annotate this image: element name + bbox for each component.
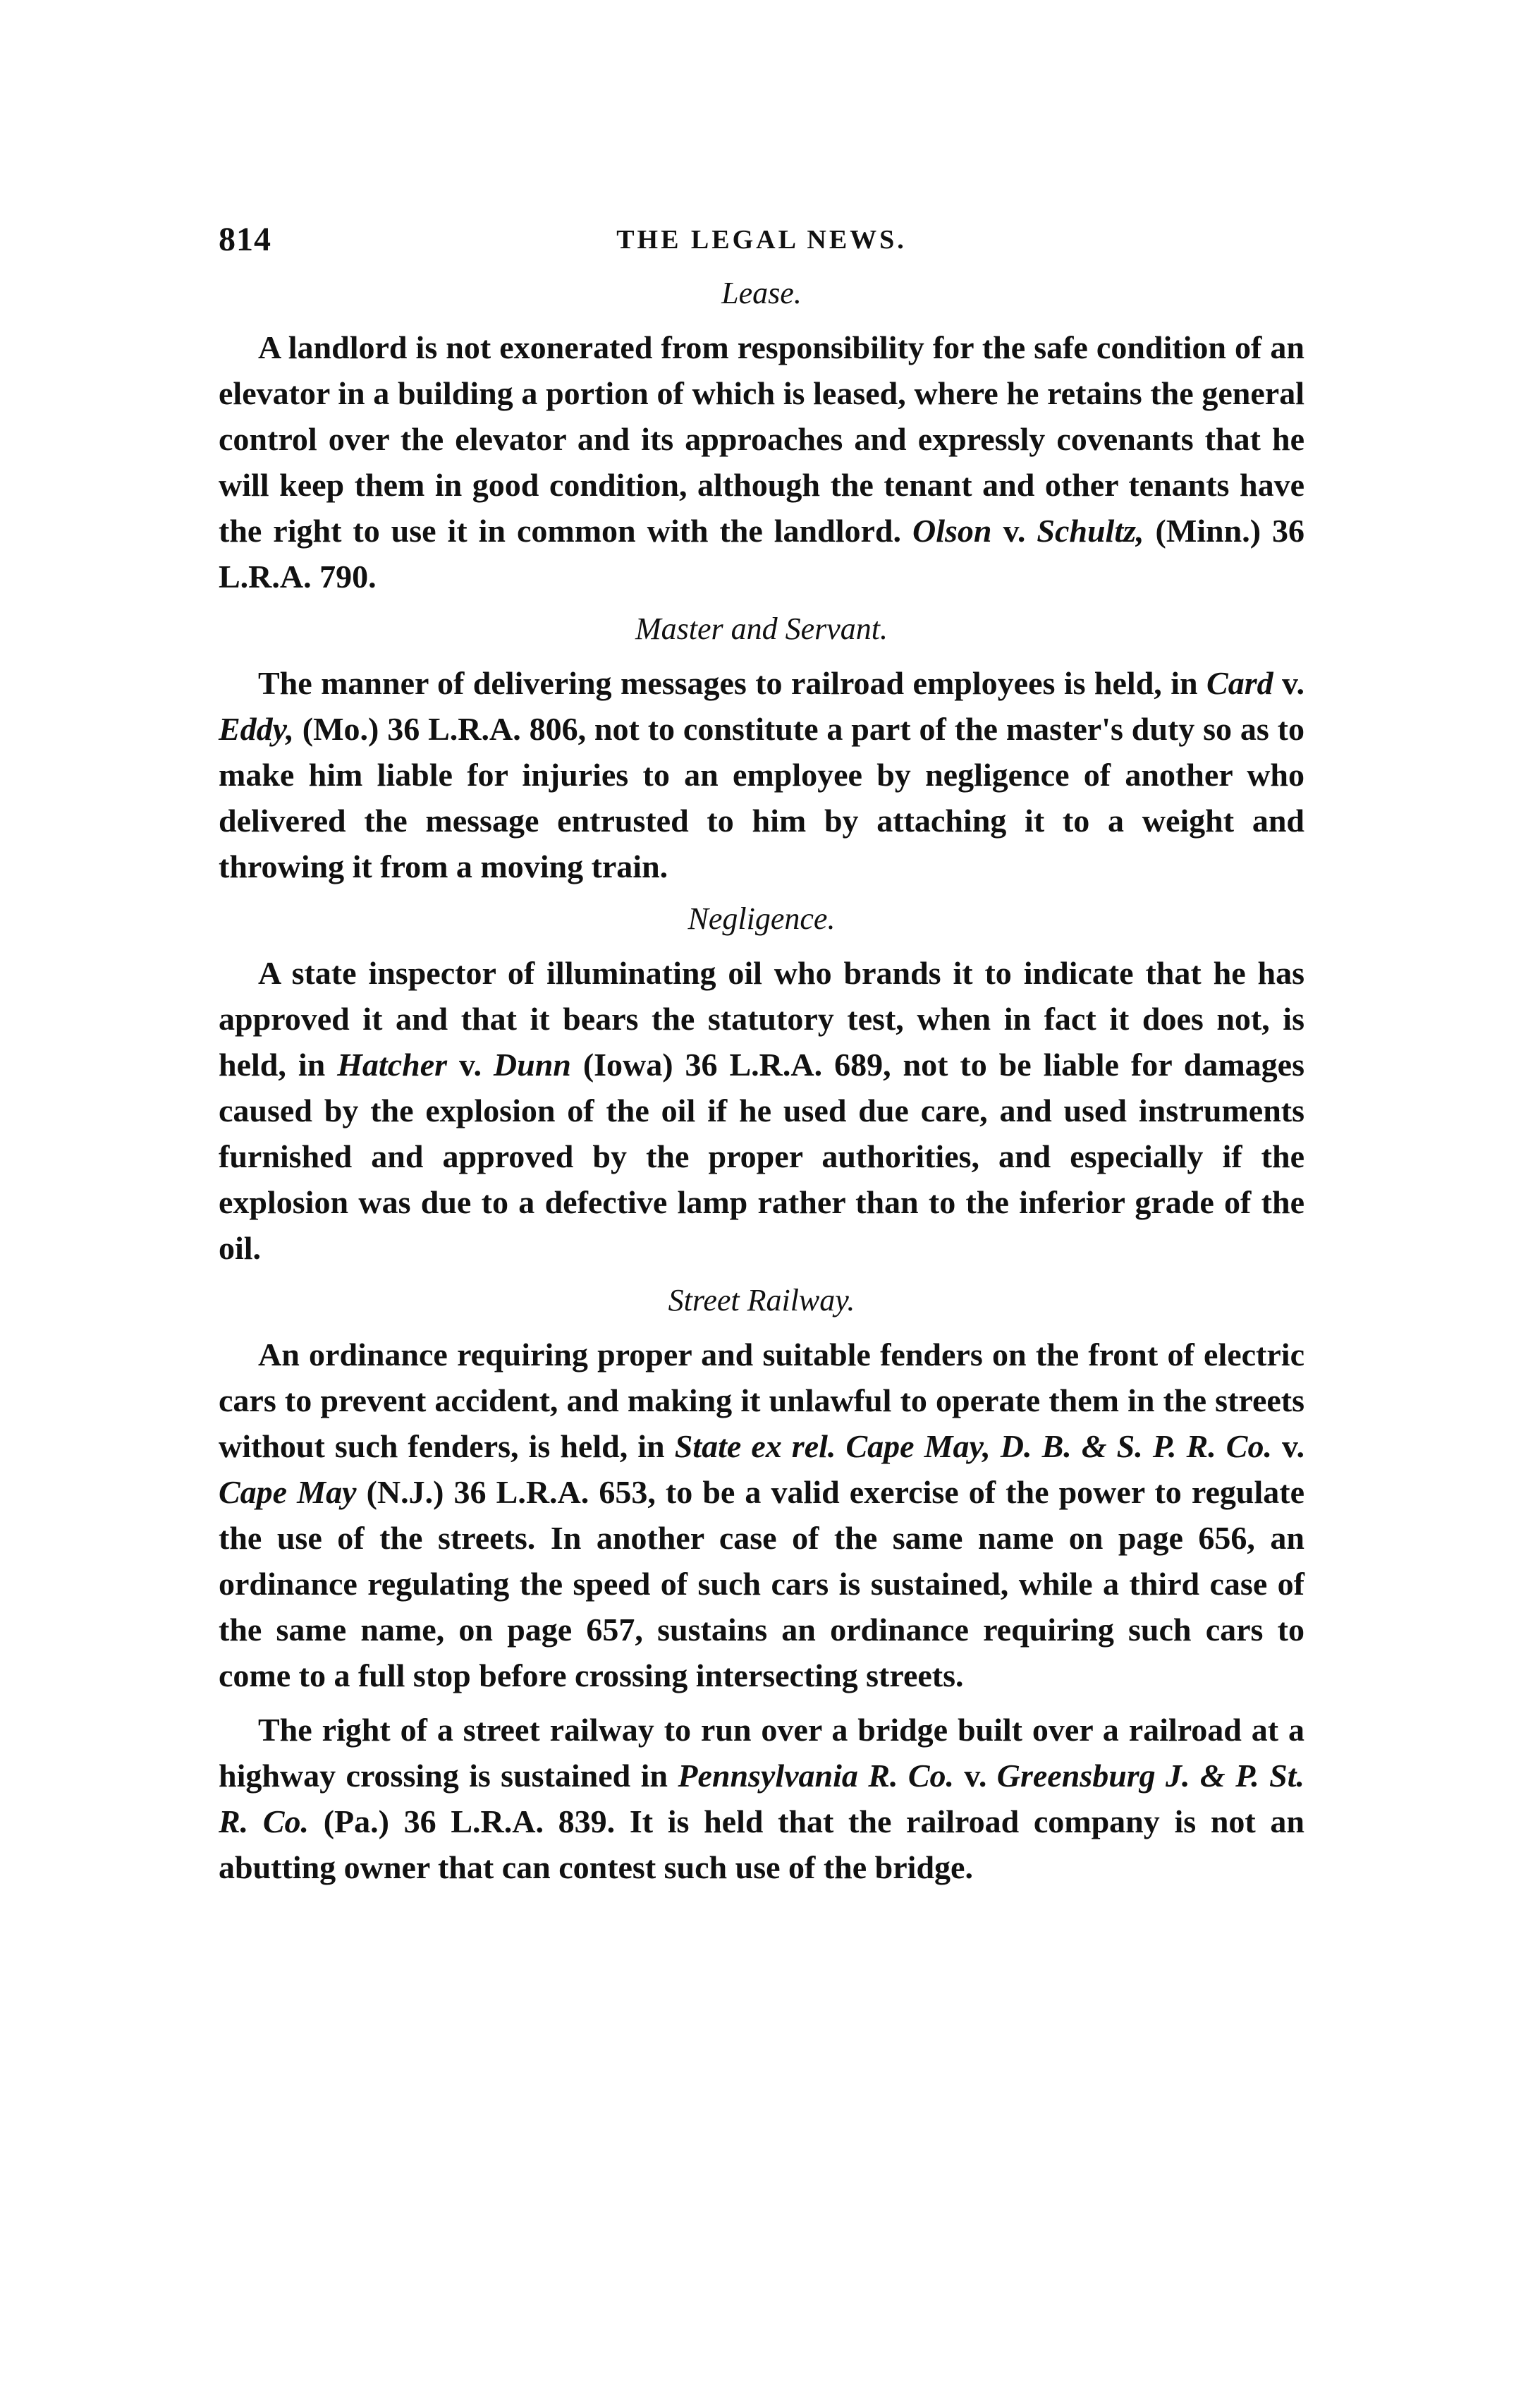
case-name: Card [1206,665,1273,701]
case-name: Pennsylvania R. Co. [678,1758,955,1794]
paragraph [219,1707,1304,1890]
document-page [219,212,1304,1899]
text-run: v. [1271,1428,1304,1464]
text-run: The right of a street railway to run over a bridge built over a railroad at a highway crossing is sustained in [219,1712,1304,1794]
text-run: (Mo.) 36 L.R.A. 806, not to constitute a part of the master's duty so as to make him liable for injuries to an employee by negligence of another who delivered the message entrusted to him by attaching it to a weight and throwing it from a moving train. [219,711,1304,884]
page-number: 814 [219,221,271,258]
text-run: v. [1273,665,1304,701]
section-heading: Negligence. [688,901,836,936]
text-run: A landlord is not exonerated from responsibility for the safe condition of an elevator in a building a portion of which is leased, where he retains the general control over the elevator and its approaches and expressly covenants that he will keep them in good condition, although the tenant and other tenants have the right to use it in common with the landlord. [219,329,1304,549]
page-header [219,212,1304,268]
case-name: Eddy, [219,711,294,747]
text-run: (Iowa) 36 L.R.A. 689, not to be liable for damages caused by the explosion of the oil if he used due care, and used instruments furnished and approved by the proper authorities, and especially if the explosion was due to a defective lamp rather than to the inferior grade of the oil. [219,1047,1304,1266]
section-heading: Lease. [721,276,802,310]
text-run: v. [447,1047,494,1083]
paragraph [219,950,1304,1271]
case-name: State ex rel. Cape May, D. B. & S. P. R. Co. [674,1428,1272,1464]
case-name: Dunn [493,1047,571,1083]
text-run: (N.J.) 36 L.R.A. 653, to be a valid exercise of the power to regulate the use of the streets. In another case of the same name on page 656, an ordinance regulating the speed of such cars is sustained, while a third case of the same name, on page 657, sustains an ordinance requiring such cars to come to a full stop before crossing intersecting streets. [219,1474,1304,1693]
text-run: v. [991,513,1037,549]
paragraph [219,1332,1304,1698]
paragraph [219,324,1304,600]
running-title: THE LEGAL NEWS. [616,225,907,255]
case-name: Hatcher [337,1047,448,1083]
text-run: v. [954,1758,997,1794]
section-heading: Street Railway. [668,1283,855,1317]
text-run: A state inspector of illuminating oil who brands it to indicate that he has approved it and that it bears the statutory test, when in fact it does not, is held, in [219,955,1304,1083]
text-run: (Pa.) 36 L.R.A. 839. It is held that the railroad company is not an abutting owner that can contest such use of the bridge. [219,1803,1304,1885]
text-run: An ordinance requiring proper and suitable fenders on the front of electric cars to prevent accident, and making it unlawful to operate them in the streets without such fenders, is held, in [219,1337,1304,1464]
case-name: Schultz, [1037,513,1144,549]
paragraph [219,660,1304,889]
case-name: Cape May [219,1474,357,1510]
case-name: Olson [912,513,992,549]
section-heading: Master and Servant. [635,611,888,646]
case-name: Greensburg J. & P. St. R. Co. [219,1758,1304,1839]
document-body [219,272,1304,1890]
text-run: (Minn.) 36 L.R.A. 790. [219,513,1304,595]
text-run: The manner of delivering messages to railroad employees is held, in [258,665,1207,701]
